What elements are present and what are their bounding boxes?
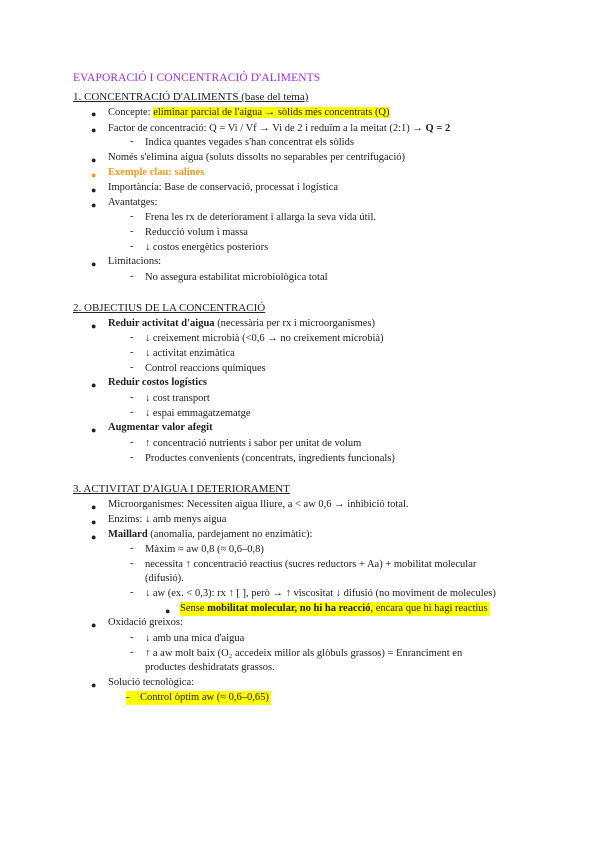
dash: -: [130, 392, 134, 403]
avantatges-item: Avantatges:: [108, 197, 158, 208]
maillard-2b: (difusió).: [145, 573, 184, 584]
bullet: ●: [91, 380, 97, 390]
maillard-3-sub-pre: Sense: [180, 603, 208, 614]
factor-sub: Indica quantes vegades s'han concentrat els sòlids: [145, 137, 354, 148]
objectiu-1-bold: Reduir activitat d'aigua: [108, 318, 215, 329]
oxidacio-2a: ↑ a aw molt baix (O₂ accedeix millor als glòbuls grassos) = Enranciment en: [145, 648, 463, 659]
maillard-bold: Maillard: [108, 529, 148, 540]
dash: -: [130, 587, 134, 598]
oxidacio-2b: productes deshidratats grassos.: [145, 662, 275, 673]
bullet: ●: [91, 259, 97, 269]
bullet: ●: [91, 109, 97, 119]
dash: -: [130, 211, 134, 222]
dash: -: [130, 543, 134, 554]
limitacio-1: No assegura estabilitat microbiològica total: [145, 272, 328, 283]
factor-item: [108, 122, 450, 136]
document-title: EVAPORACIÓ I CONCENTRACIÓ D'ALIMENTS: [73, 72, 321, 84]
bullet: ●: [91, 425, 97, 435]
section-3-heading: 3. ACTIVITAT D'AIGUA I DETERIORAMENT: [73, 483, 290, 495]
objectiu-2b: ↓ espai emmagatzematge: [145, 408, 251, 419]
concepte-highlight: eliminar parcial de l'aigua → sòlids més concentrats (Q): [153, 107, 390, 118]
concepte-label: Concepte:: [108, 107, 154, 118]
objectiu-3a: ↑ concentració nutrients i sabor per unitat de volum: [145, 438, 362, 449]
section-2-heading: 2. OBJECTIUS DE LA CONCENTRACIÓ: [73, 302, 266, 314]
objectiu-2a: ↓ cost transport: [145, 393, 210, 404]
factor-bold: Q = 2: [425, 123, 451, 134]
dash: -: [130, 226, 134, 237]
objectiu-2: [108, 376, 207, 390]
dash: -: [126, 692, 140, 703]
exemple-item: Exemple clau: salines: [108, 167, 205, 178]
bullet: ●: [91, 532, 97, 542]
bullet: ●: [165, 606, 171, 616]
dash: -: [130, 647, 134, 658]
dash: -: [130, 271, 134, 282]
avantatge-2: Reducció volum i massa: [145, 227, 248, 238]
enzims-item: Enzims: ↓ amb menys aigua: [108, 514, 227, 525]
oxidacio-1: ↓ amb una mica d'aigua: [145, 633, 245, 644]
solucio-item: Solució tecnològica:: [108, 677, 195, 688]
micro-item: Microorganismes: Necessiten aigua lliure, a < aw 0,6 → inhibició total.: [108, 499, 409, 510]
dash: -: [130, 407, 134, 418]
factor-text: Factor de concentració: Q = Vi / Vf → Vi de 2 i reduïm a la meitat (2:1) →: [108, 123, 426, 134]
dash: -: [130, 241, 134, 252]
objectiu-2-bold: Reduir costos logístics: [108, 377, 207, 388]
objectiu-1b: ↓ activitat enzimàtica: [145, 348, 235, 359]
dash: -: [130, 347, 134, 358]
bullet: ●: [91, 155, 97, 165]
limitacions-item: Limitacions:: [108, 256, 162, 267]
avantatge-3: ↓ costos energètics posteriors: [145, 242, 269, 253]
maillard-3: ↓ aw (ex. < 0,3): rx ↑ [ ], però → ↑ viscositat ↓ difusió (no moviment de molecules): [145, 588, 496, 599]
objectiu-1c: Control reaccions químiques: [145, 363, 266, 374]
maillard-2a: necessita ↑ concentració reactius (sucres reductors + Aa) + mobilitat molecular: [145, 559, 477, 570]
dash: -: [130, 362, 134, 373]
solucio-1-text: Control òptim aw (≈ 0,6–0,65): [140, 692, 269, 703]
bullet: ●: [91, 170, 97, 180]
dash: -: [130, 332, 134, 343]
dash: -: [130, 452, 134, 463]
concepte-item: [108, 106, 390, 120]
maillard-item: [108, 528, 312, 542]
maillard-3-sub-bold: mobilitat molecular, no hi ha reacció: [207, 603, 371, 614]
objectiu-1-text: (necessària per rx i microorganismes): [214, 318, 376, 329]
solucio-1: [126, 691, 271, 705]
bullet: ●: [91, 680, 97, 690]
dash: -: [130, 632, 134, 643]
dash: -: [130, 437, 134, 448]
objectiu-3: [108, 421, 213, 435]
maillard-3-sub-post: , encara que hi hagi reactius: [370, 603, 488, 614]
maillard-3-sub: [180, 602, 490, 616]
objectiu-1: [108, 317, 375, 331]
dash: -: [130, 558, 134, 569]
bullet: ●: [91, 200, 97, 210]
dash: -: [130, 136, 134, 147]
bullet: ●: [91, 125, 97, 135]
section-1-heading: 1. CONCENTRACIÓ D'ALIMENTS (base del tema): [73, 91, 309, 103]
nomes-item: Només s'elimina aigua (soluts dissolts no separables per centrifugació): [108, 152, 405, 163]
bullet: ●: [91, 502, 97, 512]
maillard-1: Màxim ≈ aw 0,8 (≈ 0,6–0,8): [145, 544, 264, 555]
objectiu-3-bold: Augmentar valor afegit: [108, 422, 213, 433]
bullet: ●: [91, 185, 97, 195]
avantatge-1: Frena les rx de deteriorament i allarga la seva vida útil.: [145, 212, 377, 223]
objectiu-1a: ↓ creixement microbià (<0,6 → no creixement microbià): [145, 333, 384, 344]
oxidacio-item: Oxidació greixos:: [108, 617, 183, 628]
bullet: ●: [91, 620, 97, 630]
maillard-text: (anomalia, pardejament no enzimàtic):: [147, 529, 313, 540]
importancia-item: Importància: Base de conservació, processat i logística: [108, 182, 339, 193]
bullet: ●: [91, 321, 97, 331]
objectiu-3b: Productes convenients (concentrats, ingredients funcionals): [145, 453, 395, 464]
bullet: ●: [91, 517, 97, 527]
